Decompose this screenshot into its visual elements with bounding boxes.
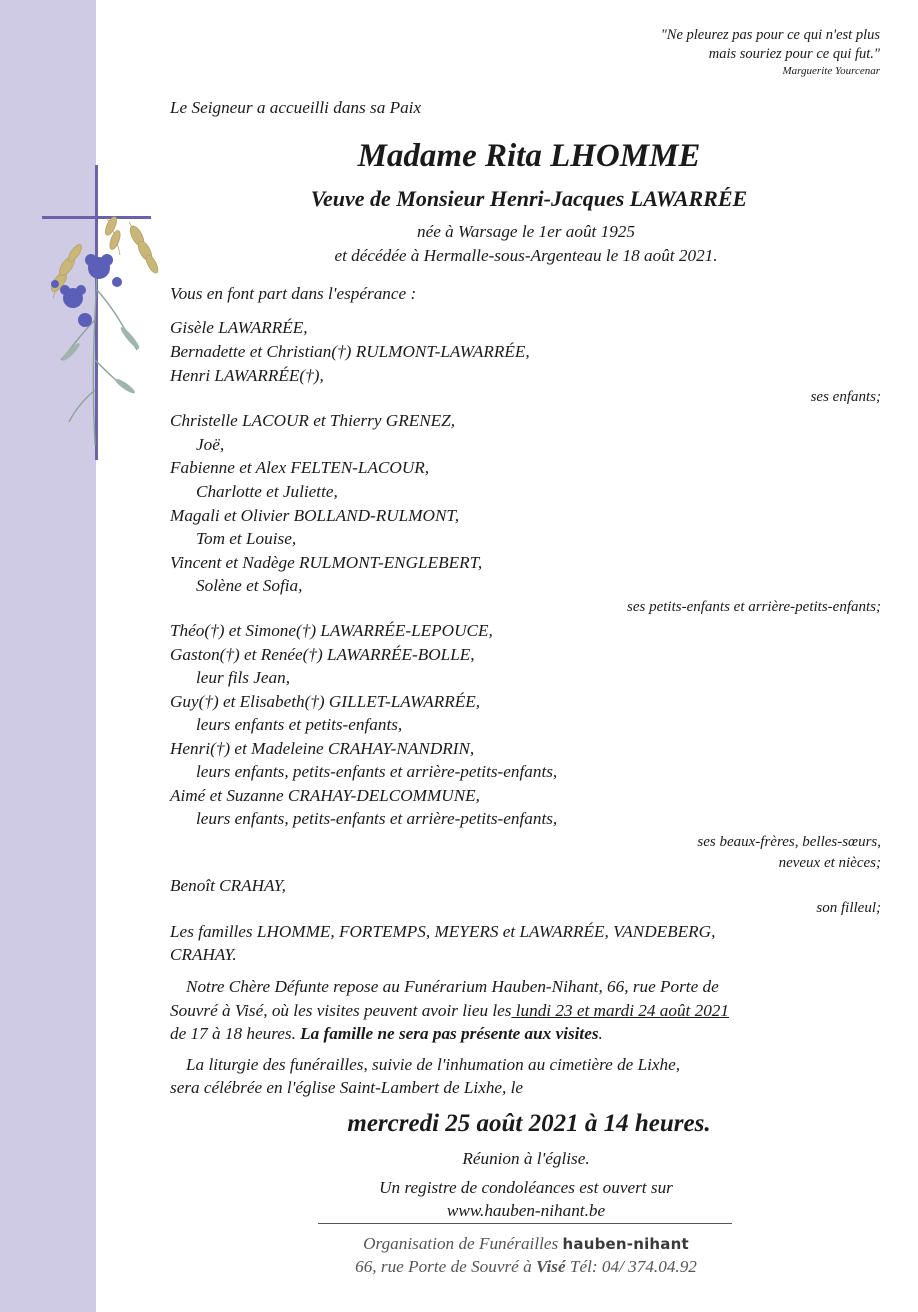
footer-address-line <box>170 1257 882 1277</box>
list-item: Théo(†) et Simone(†) LAWARRÉE-LEPOUCE, <box>170 621 493 640</box>
deceased-name: Madame Rita LHOMME <box>357 138 701 174</box>
quote-line-1: "Ne pleurez pas pour ce qui n'est plus <box>660 27 880 43</box>
list-item: leurs enfants, petits-enfants et arrière-petits-enfants, <box>196 762 558 781</box>
footer-city: Visé <box>536 1257 566 1276</box>
visit-dates: lundi 23 et mardi 24 août 2021 <box>511 1001 729 1020</box>
visit-line-3 <box>170 1024 603 1044</box>
quote-block <box>661 26 880 79</box>
list-item: Bernadette et Christian(†) RULMONT-LAWARRÉE, <box>170 342 530 361</box>
list-item: Gisèle LAWARRÉE, <box>170 318 308 337</box>
visit-text: Souvré à Visé, où les visites peuvent avoir lieu les <box>170 1001 512 1020</box>
list-item: Henri LAWARRÉE(†), <box>170 366 324 385</box>
liturgy-line-1: La liturgie des funérailles, suivie de l'inhumation au cimetière de Lixhe, <box>186 1055 681 1074</box>
birth-line: née à Warsage le 1er août 1925 <box>417 222 635 241</box>
quote-line-2: mais souriez pour ce qui fut." <box>708 46 880 62</box>
brand-logo: hauben-nihant <box>562 1235 689 1253</box>
intro-line: Le Seigneur a accueilli dans sa Paix <box>170 98 422 117</box>
website-link[interactable]: www.hauben-nihant.be <box>446 1201 606 1220</box>
divider <box>318 1223 732 1224</box>
children-label: ses enfants; <box>810 389 881 405</box>
funeral-date: mercredi 25 août 2021 à 14 heures. <box>347 1110 711 1137</box>
visit-line-1: Notre Chère Défunte repose au Funérarium Hauben-Nihant, 66, rue Porte de <box>186 977 719 996</box>
visit-period: . <box>598 1024 603 1043</box>
footer-phone: Tél: 04/ 374.04.92 <box>565 1257 697 1276</box>
list-item: leur fils Jean, <box>196 668 291 687</box>
list-item: Vincent et Nadège RULMONT-ENGLEBERT, <box>170 553 483 572</box>
footer-org: Organisation de Funérailles <box>363 1234 563 1253</box>
death-line: et décédée à Hermalle-sous-Argenteau le 18 août 2021. <box>334 246 718 265</box>
widow-of: Veuve de Monsieur Henri-Jacques LAWARRÉE <box>310 186 748 211</box>
visit-notice: La famille ne sera pas présente aux visites <box>300 1024 599 1043</box>
footer-address: 66, rue Porte de Souvré à <box>355 1257 536 1276</box>
inlaws-label-1: ses beaux-frères, belles-sœurs, <box>697 834 881 850</box>
list-item: Gaston(†) et Renée(†) LAWARRÉE-BOLLE, <box>170 645 475 664</box>
list-item: Guy(†) et Elisabeth(†) GILLET-LAWARRÉE, <box>170 692 481 711</box>
meeting-line: Réunion à l'église. <box>462 1149 590 1168</box>
families-line-1: Les familles LHOMME, FORTEMPS, MEYERS et LAWARRÉE, VANDEBERG, <box>170 922 716 941</box>
godson-name: Benoît CRAHAY, <box>170 876 286 895</box>
families-line-2: CRAHAY. <box>170 945 237 964</box>
quote-author: Marguerite Yourcenar <box>782 65 880 77</box>
list-item: Joë, <box>196 435 225 454</box>
visit-line-2 <box>170 1001 729 1021</box>
leaf-icon <box>60 325 141 395</box>
godson-label: son filleul; <box>816 900 881 916</box>
footer-org-line <box>170 1234 882 1254</box>
list-item: Henri(†) et Madeleine CRAHAY-NANDRIN, <box>170 739 475 758</box>
list-item: Fabienne et Alex FELTEN-LACOUR, <box>170 458 430 477</box>
list-item: Christelle LACOUR et Thierry GRENEZ, <box>170 411 456 430</box>
list-item: Tom et Louise, <box>196 529 297 548</box>
list-item: leurs enfants, petits-enfants et arrière-petits-enfants, <box>196 809 558 828</box>
announce-line: Vous en font part dans l'espérance : <box>170 284 417 303</box>
register-line: Un registre de condoléances est ouvert sur <box>379 1178 673 1197</box>
visit-hours: de 17 à 18 heures. <box>170 1024 301 1043</box>
inlaws-label-2: neveux et nièces; <box>778 855 881 871</box>
list-item: leurs enfants et petits-enfants, <box>196 715 403 734</box>
grandchildren-label: ses petits-enfants et arrière-petits-enfants; <box>627 599 881 615</box>
list-item: Aimé et Suzanne CRAHAY-DELCOMMUNE, <box>170 786 480 805</box>
list-item: Magali et Olivier BOLLAND-RULMONT, <box>170 506 459 525</box>
liturgy-line-2: sera célébrée en l'église Saint-Lambert de Lixhe, le <box>170 1078 524 1097</box>
list-item: Charlotte et Juliette, <box>196 482 338 501</box>
list-item: Solène et Sofia, <box>196 576 303 595</box>
